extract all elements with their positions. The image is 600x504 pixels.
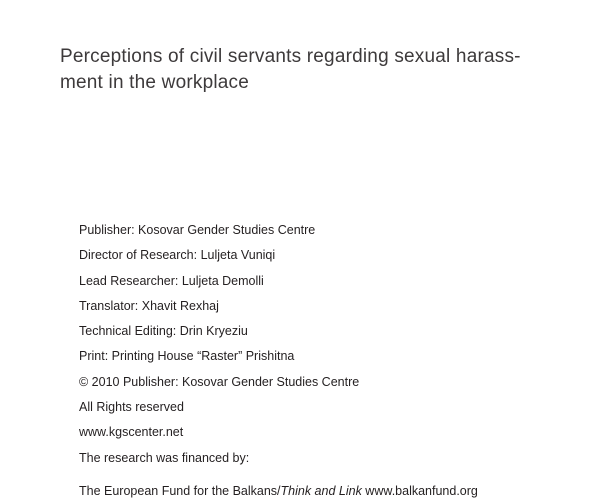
spacer [79, 471, 559, 479]
funder-slogan: Think and Link [280, 483, 362, 498]
document-title-line-2: ment in the workplace [60, 72, 250, 93]
director-line: Director of Research: Luljeta Vuniqi [79, 248, 276, 263]
publisher-line: Publisher: Kosovar Gender Studies Centre [79, 223, 316, 237]
rights-line: All Rights reserved [79, 400, 184, 415]
document-title [60, 44, 540, 96]
translator-line: Translator: Xhavit Rexhaj [79, 298, 219, 313]
technical-editing-line: Technical Editing: Drin Kryeziu [79, 324, 248, 339]
website-line: www.kgscenter.net [79, 425, 184, 440]
document-title-line-1: Perceptions of civil servants regarding sexual harass- [60, 46, 521, 67]
lead-researcher-line: Lead Researcher: Luljeta Demolli [79, 273, 264, 288]
print-line: Print: Printing House “Raster” Prishitna [79, 349, 295, 364]
credits-block [79, 218, 559, 504]
copyright-line: © 2010 Publisher: Kosovar Gender Studies Centre [79, 374, 360, 389]
funder-name: The European Fund for the Balkans/ [79, 483, 281, 498]
funder-url: www.balkanfund.org [361, 483, 478, 498]
funder-line [79, 479, 559, 504]
financed-by-line: The research was financed by: [79, 450, 250, 465]
